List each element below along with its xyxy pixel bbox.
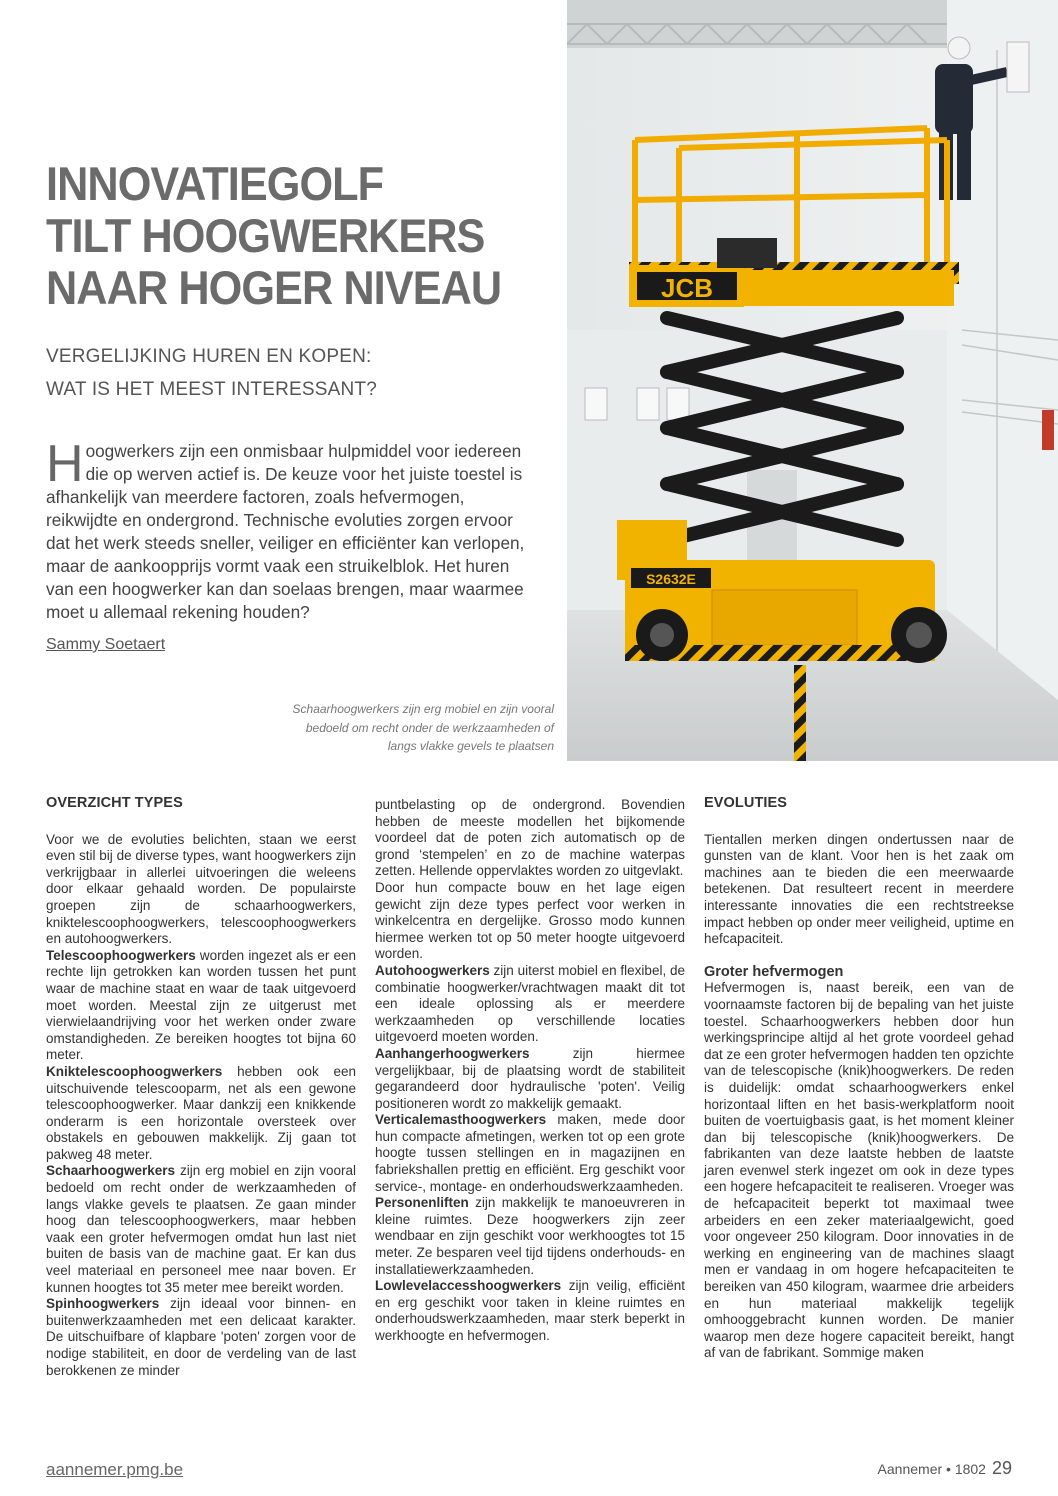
col2-text-4: zijn hiermee vergelijkbaar, bij de plaatsing wordt de stabiliteit gegarandeerd door hydraulische 'poten'. Veilig positioneren wordt zo makkelijk gemaakt. [375,1045,685,1111]
term-verticalemasthoogwerkers: Verticalemasthoogwerkers [375,1112,547,1128]
col2-paragraph [375,1046,685,1112]
term-telescoophoogwerkers: Telescoophoogwerkers [46,947,196,963]
col1-paragraph [46,832,356,948]
col2-paragraph [375,1278,685,1344]
issue-label: Aannemer • 1802 [877,1461,986,1477]
col1-text-2: worden ingezet als er een rechte lijn getrokken kan worden tussen het punt waar de machine staat en waar de taak uitgevoerd moet worden. Meestal zijn ze uitgerust met vierwielaandrijving voor het werken onder zware omstandigheden. Ze bereiken hoogtes tot bijna 60 meter. [46,947,356,1063]
col2-paragraph: Door hun compacte bouw en het lage eigen gewicht zijn deze types perfect voor werken in winkelcentra en dergelijke. Grosso modo kunnen hiermee werken tot op 50 meter hoogte uitgevoerd worden. [375,879,685,962]
term-kniktelescoophoogwerkers: Kniktelescoophoogwerkers [46,1063,223,1079]
col2-paragraph [375,1195,685,1278]
col1-text-5: zijn ideaal voor binnen- en buitenwerkzaamheden met een delicaat karakter. De uitschuifbare of klapbare 'poten' zorgen voor de nodige stabiliteit, en door de verdeling van de last berokkenen ze minder [46,1296,356,1378]
col2-text-3: zijn uiterst mobiel en flexibel, de combinatie hoogwerker/vrachtwagen maakt dit tot een ideale oplossing als er meerdere werkzaamheden op verschillende locaties uitgevoerd moeten worden. [375,962,685,1045]
column-overzicht-types [46,795,356,1379]
title-line-1: INNOVATIEGOLF [46,157,384,210]
subtitle-line-1: VERGELIJKING HUREN EN KOPEN: [46,346,372,367]
author-byline[interactable]: Sammy Soetaert [46,636,166,653]
col2-text-7: zijn veilig, efficiënt en erg geschikt voor taken in kleine ruimtes en onderhoudswerkzaamheden, maar sterk beperkt in werkhoogte en hefvermogen. [375,1278,685,1343]
subtitle-line-2: WAT IS HET MEEST INTERESSANT? [46,379,377,400]
article-subtitle [46,340,556,406]
term-autohoogwerkers: Autohoogwerkers [375,962,490,978]
section-heading-evoluties: EVOLUTIES [704,795,788,811]
subheading-groter-hefvermogen: Groter hefvermogen [704,963,844,980]
col1-text-3: hebben ook een uitschuivende telescooparm, net als een gewone telescoophoogwerker. Maar dankzij een knikkende onderarm is een horizontale oversteek over obstakels en gebouwen makkelijk. Zij gaan tot pakweg 48 meter. [46,1063,356,1162]
scissor-lift-photo [567,0,1058,761]
title-line-3: NAAR HOGER NIVEAU [46,261,502,314]
term-aanhangerhoogwerkers: Aanhangerhoogwerkers [375,1045,530,1061]
col3-paragraph: Tientallen merken dingen ondertussen naar de gunsten van de klant. Voor hen is het zaak om machines aan te bieden die een meerwaarde betekenen. Dat resulteert recent in meerdere interessante innovaties die een rechtstreekse impact hebben op onder meer veiligheid, uptime en hefcapaciteit. [704,831,1014,947]
term-lowlevelaccesshoogwerkers: Lowlevelaccesshoogwerkers [375,1278,562,1294]
jcb-logo-text: JCB [660,273,714,303]
drop-cap: H [46,435,84,493]
col1-paragraph [46,948,356,1064]
col2-paragraph [375,1112,685,1195]
col1-paragraph [46,1296,356,1379]
title-line-2: TILT HOOGWERKERS [46,209,485,262]
column-types-continued [375,797,685,1345]
col2-text-6: zijn makkelijk te manoeuvreren in kleine ruimtes. Deze hoogwerkers zijn zeer wendbaar en zijn geschikt voor werkhoogtes tot 15 meter. Ze besparen veel tijd tijdens onderhouds- en installatiewerkzaamheden. [375,1195,685,1277]
col2-paragraph: puntbelasting op de ondergrond. Bovendien hebben de meeste modellen het bijkomende voordeel dat de poten zich automatisch op de grond ‘stempelen’ en zo de machine waterpas zetten. Hellende oppervlaktes worden zo uitgevlakt. [375,797,685,879]
section-heading-overzicht: OVERZICHT TYPES [46,795,183,811]
article-title [46,158,515,314]
col1-paragraph [46,1163,356,1296]
term-spinhoogwerkers: Spinhoogwerkers [46,1296,160,1312]
col2-paragraph [375,963,685,1046]
scissor-lift-illustration [567,0,1058,761]
col3-paragraph: Hefvermogen is, naast bereik, een van de voornaamste factoren bij de bepaling van het juiste toestel. Schaarhoogwerkers hebben door hun werkingsprincipe altijd al het grote voordeel gehad dat ze een groter hefvermogen hadden ten opzichte van de telescopische (knik)hoogwerkers. De reden is duidelijk: omdat schaarhoogwerkers enkel horizontaal liften en het basis-werkplatform nooit buiten de voertuigbasis gaat, is het moment kleiner dan bij telescopische (knik)hoogwerkers. De fabrikanten van deze laatste hebben de laatste jaren evenwel sterk ingezet om ook in deze types een hogere hefcapaciteit te realiseren. Vroeger was de hefcapaciteit beperkt tot maximaal twee arbeiders en een zeker materiaalgewicht, goed voor ongeveer 250 kilogram. Door innovaties in de werking en engineering van de machines slaagt men er vandaag in om hogere hefcapaciteiten te bereiken van 450 kilogram, waarmee drie arbeiders en hun materiaal makkelijk tegelijk omhooggebracht kunnen worden. De manier waarop men deze hogere capaciteit bereikt, hangt af van de fabrikant. Sommige maken [704,980,1014,1361]
term-schaarhoogwerkers: Schaarhoogwerkers [46,1163,176,1179]
intro-text: oogwerkers zijn een onmisbaar hulpmiddel voor iedereen die op werven actief is. De keuze voor het juiste toestel is afhankelijk van meerdere factoren, zoals hefvermogen, reikwijdte en ondergrond. Technische evoluties zorgen ervoor dat het werk steeds sneller, veiliger en efficiënter kan verlopen, maar de aankoopprijs vormt vaak een struikelblok. Het huren van een hoogwerker kan dan soelaas brengen, maar waarmee moet u allemaal rekening houden? [46,441,525,622]
model-label-text: S2632E [646,571,696,587]
col2-text-5: maken, mede door hun compacte afmetingen, werken tot op een grote hoogte tussen stellingen en in magazijnen en fabriekshallen prettig en efficiënt. Erg geschikt voor service-, montage- en onderhoudswerkzaamheden. [375,1112,685,1194]
footer-issue-info [878,1458,1012,1479]
intro-paragraph [46,435,536,624]
photo-caption: Schaarhoogwerkers zijn erg mobiel en zijn vooral bedoeld om recht onder de werkzaamheden of langs vlakke gevels te plaatsen [292,702,554,753]
page-number: 29 [991,1458,1012,1478]
footer-website-link[interactable]: aannemer.pmg.be [46,1460,184,1479]
col1-paragraph [46,1064,356,1164]
col1-text-4: zijn erg mobiel en zijn vooral bedoeld om recht onder de werkzaamheden of langs vlakke gevels te plaatsen. Ze gaan minder hoog dan telescoophoogwerkers, maar hebben vaak een groter hefvermogen omdat hun last niet buiten de basis van de machine gaat. Er kan dus veel materiaal en personeel mee naar boven. Er kunnen hoogtes tot 35 meter mee bereikt worden. [46,1163,356,1295]
term-personenliften: Personenliften [375,1195,469,1211]
col1-text-1: Voor we de evoluties belichten, staan we eerst even stil bij de diverse types, want hoogwerkers zijn verkrijgbaar in allerlei uitvoeringen die weleens door elkaar gehaald worden. De populairste groepen zijn de schaarhoogwerkers, kniktelescoophoogwerkers, telescoophoogwerkers en autohoogwerkers. [46,831,356,947]
column-evoluties [704,795,1014,1362]
